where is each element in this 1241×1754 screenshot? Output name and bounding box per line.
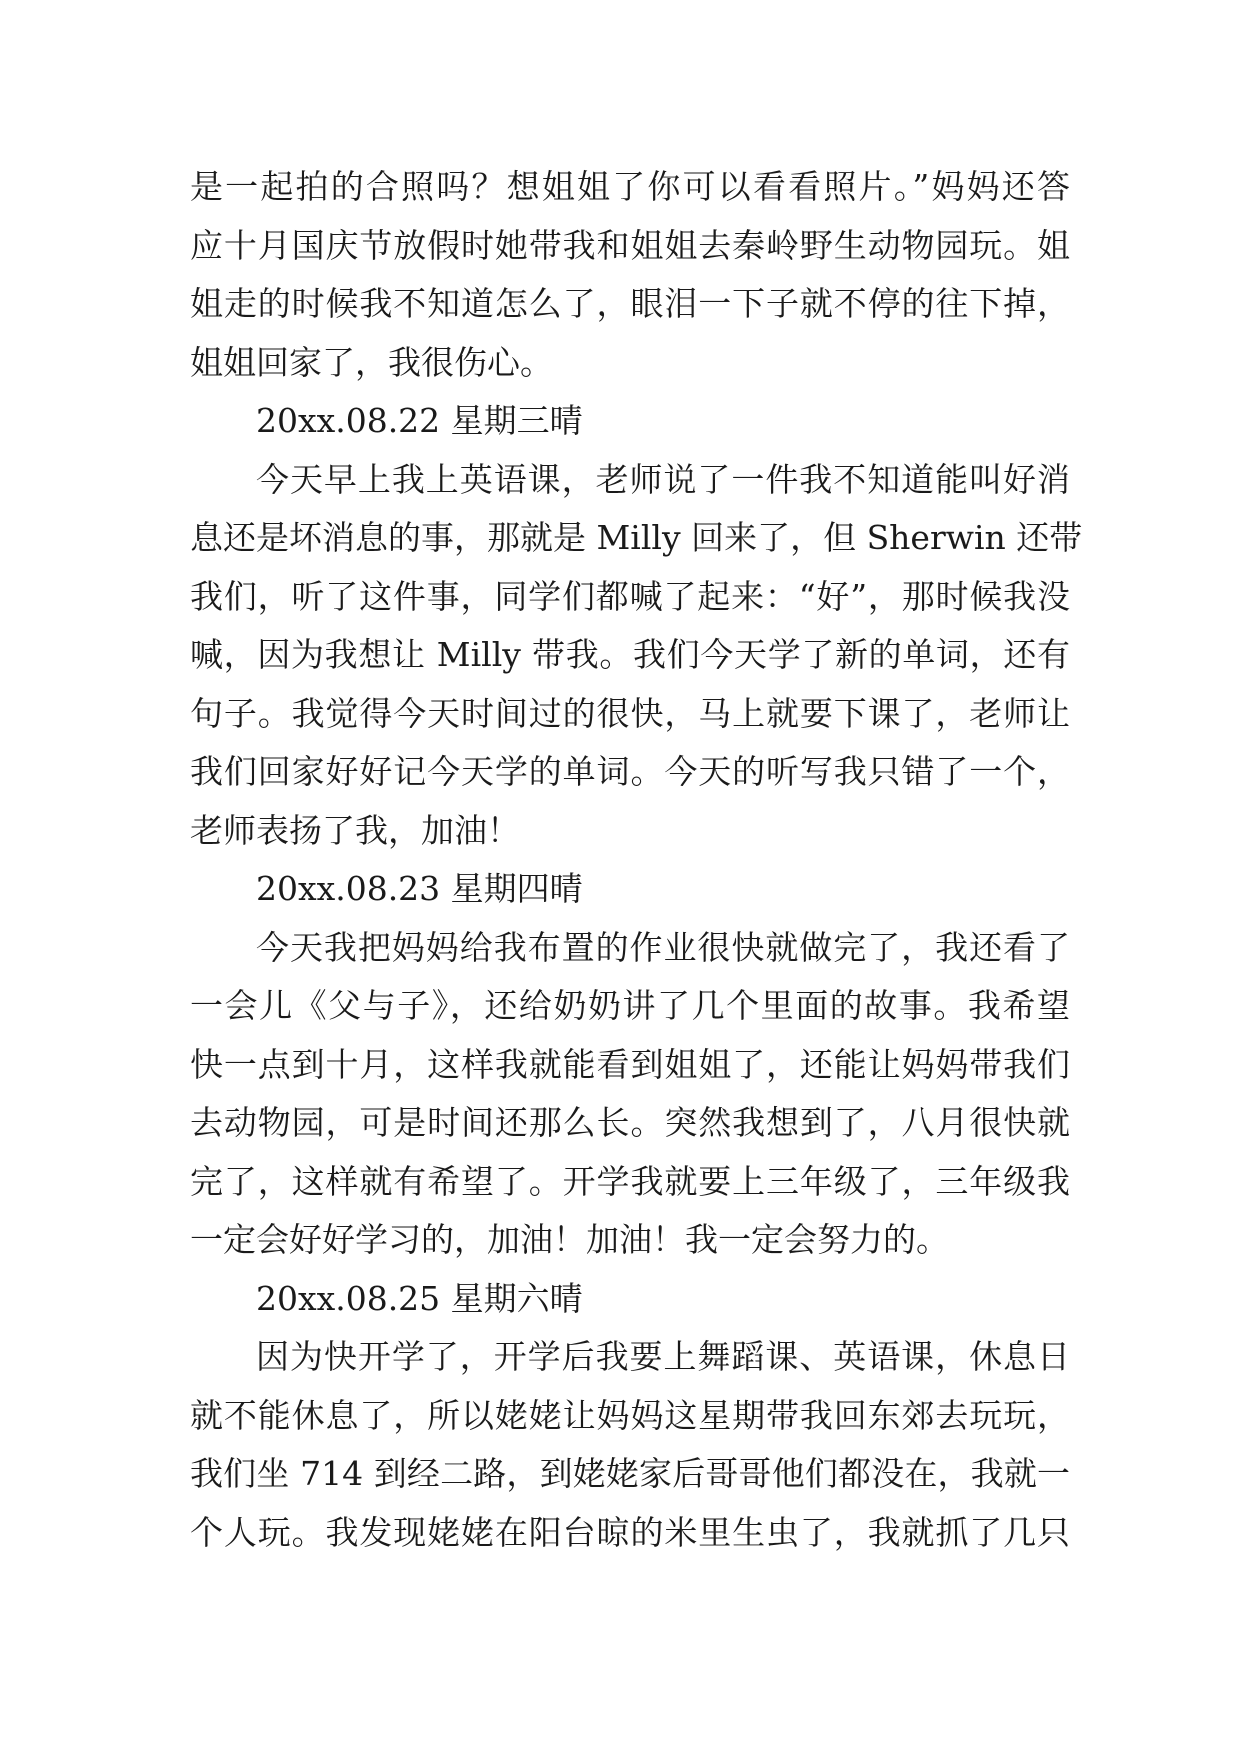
text-line: 一定会好好学习的，加油！加油！我一定会努力的。 (190, 1220, 949, 1259)
text-line: 姐姐回家了，我很伤心。 (190, 342, 553, 382)
text-line: 我们坐 714 到经二路，到姥姥家后哥哥他们都没在，我就一 (190, 1454, 1070, 1493)
text-line: 我们回家好好记今天学的单词。今天的听写我只错了一个， (190, 752, 1070, 791)
text-line: 句子。我觉得今天时间过的很快，马上就要下课了，老师让 (190, 693, 1070, 733)
diary-date-heading: 20xx.08.25 星期六晴 (256, 1278, 583, 1318)
text-line: 是一起拍的合照吗？想姐姐了你可以看看照片。”妈妈还答 (190, 167, 1070, 206)
text-line: 完了，这样就有希望了。开学我就要上三年级了，三年级我 (190, 1161, 1070, 1201)
text-line: 今天我把妈妈给我布置的作业很快就做完了，我还看了 (256, 927, 1070, 967)
paragraph-intro (190, 158, 1070, 392)
text-line: 个人玩。我发现姥姥在阳台晾的米里生虫了，我就抓了几只 (190, 1512, 1070, 1552)
text-line: 我们，听了这件事，同学们都喊了起来：“好”，那时候我没 (190, 576, 1070, 616)
text-line: 喊，因为我想让 Milly 带我。我们今天学了新的单词，还有 (190, 635, 1070, 674)
text-line: 今天早上我上英语课，老师说了一件我不知道能叫好消 (256, 459, 1070, 499)
text-line: 应十月国庆节放假时她带我和姐姐去秦岭野生动物园玩。姐 (190, 225, 1070, 265)
paragraph-0822 (190, 451, 1083, 861)
text-line: 快一点到十月，这样我就能看到姐姐了，还能让妈妈带我们 (190, 1044, 1070, 1084)
diary-date-heading: 20xx.08.22 星期三晴 (256, 401, 583, 440)
text-line: 老师表扬了我，加油！ (190, 810, 520, 850)
document-page (190, 158, 1083, 1562)
text-line: 就不能休息了，所以姥姥让妈妈这星期带我回东郊去玩玩， (190, 1395, 1070, 1435)
paragraph-0825 (190, 1328, 1070, 1562)
text-line: 息还是坏消息的事，那就是 Milly 回来了，但 Sherwin 还带 (190, 518, 1083, 557)
diary-date-heading: 20xx.08.23 星期四晴 (256, 869, 583, 908)
text-line: 因为快开学了，开学后我要上舞蹈课、英语课，休息日 (256, 1337, 1070, 1376)
paragraph-0823 (190, 919, 1070, 1270)
text-line: 一会儿《父与子》，还给奶奶讲了几个里面的故事。我希望 (190, 986, 1070, 1025)
text-line: 姐走的时候我不知道怎么了，眼泪一下子就不停的往下掉， (190, 284, 1070, 323)
text-line: 去动物园，可是时间还那么长。突然我想到了，八月很快就 (190, 1103, 1070, 1142)
